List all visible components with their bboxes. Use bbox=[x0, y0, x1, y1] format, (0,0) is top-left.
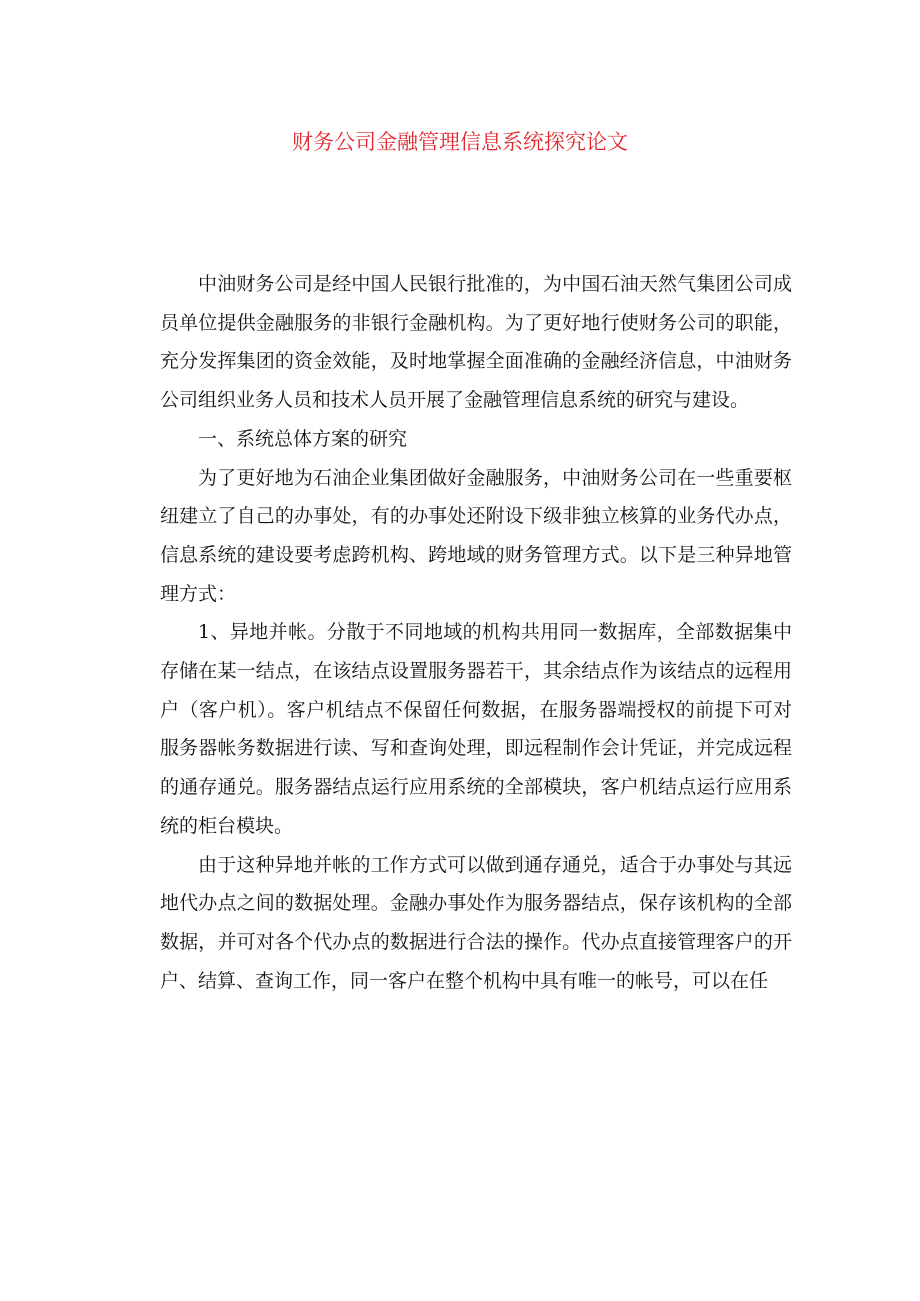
document-title: 财务公司金融管理信息系统探究论文 bbox=[292, 130, 628, 154]
section-heading-1: 一、系统总体方案的研究 bbox=[198, 427, 408, 450]
paragraph-remote-merge-usage: 由于这种异地并帐的工作方式可以做到通存通兑，适合于办事处与其远地代办点之间的数据处理。金融办事处作为服务器结点，保存该机构的全部数据，并可对各个代办点的数据进行合法的操作。代办点直接管理客户的开户、结算、查询工作，同一客户在整个机构中具有唯一的帐号，可以在任 bbox=[160, 853, 792, 992]
paragraph-intro: 中油财务公司是经中国人民银行批准的，为中国石油天然气集团公司成员单位提供金融服务的非银行金融机构。为了更好地行使财务公司的职能，充分发挥集团的资金效能，及时地掌握全面准确的金融经济信息，中油财务公司组织业务人员和技术人员开展了金融管理信息系统的研究与建设。 bbox=[160, 273, 792, 412]
paragraph-remote-merge: 1、异地并帐。分散于不同地域的机构共用同一数据库，全部数据集中存储在某一结点，在该结点设置服务器若干，其余结点作为该结点的远程用户（客户机）。客户机结点不保留任何数据，在服务器端授权的前提下可对服务器帐务数据进行读、写和查询处理，即远程制作会计凭证，并完成远程的通存通兑。服务器结点运行应用系统的全部模块，客户机结点运行应用系统的柜台模块。 bbox=[160, 621, 792, 837]
paragraph-section-1: 为了更好地为石油企业集团做好金融服务，中油财务公司在一些重要枢纽建立了自己的办事处，有的办事处还附设下级非独立核算的业务代办点，信息系统的建设要考虑跨机构、跨地域的财务管理方式。以下是三种异地管理方式： bbox=[160, 466, 792, 605]
document-body bbox=[160, 265, 792, 1000]
